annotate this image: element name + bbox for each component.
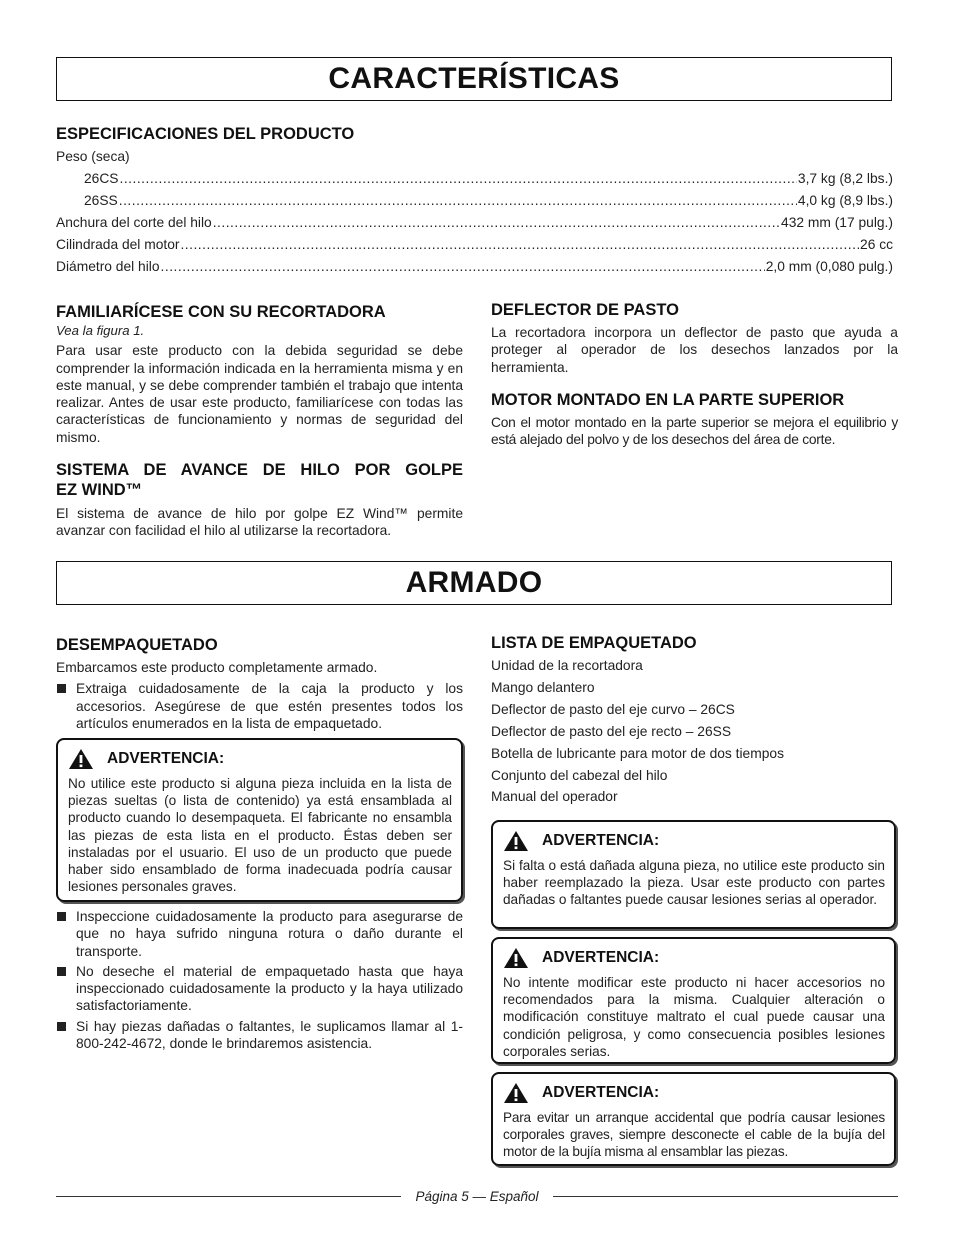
warning-title: ADVERTENCIA: [107,750,225,767]
warning-body: Si falta o está dañada alguna pieza, no utilice este producto sin haber reemplazado la pieza. Usar este producto con partes dañadas o faltantes puede causar lesiones serias al operador. [503,858,885,908]
list-item: Deflector de pasto del eje curvo – 26CS [491,701,735,717]
unpacking-heading: DESEMPAQUETADO [56,636,218,654]
spec-value: 4,0 kg (8,9 lbs.) [797,193,893,208]
specs-heading: ESPECIFICACIONES DEL PRODUCTO [56,125,355,143]
warning-box [491,1072,896,1166]
unpacking-section [56,635,463,735]
list-item: Mango delantero [491,679,595,695]
section-title: CARACTERÍSTICAS [328,62,620,95]
list-item: Deflector de pasto del eje recto – 26SS [491,723,732,739]
section-title: ARMADO [405,566,543,599]
weight-label: Peso (seca) [56,149,130,164]
unpacking-bullets-a [56,680,463,732]
spec-row [56,258,893,275]
list-item: Unidad de la recortadora [491,658,643,673]
deflector-section [491,300,898,376]
warning-box [491,820,896,929]
spec-row [56,214,893,231]
spec-label: 26SS [84,193,118,208]
spec-label: Cilindrada del motor [56,237,180,252]
spec-value: 3,7 kg (8,2 lbs.) [797,171,893,186]
familiarize-section [56,302,463,446]
spec-row [56,236,893,253]
spec-row [84,192,893,209]
figure-caption: Vea la figura 1. [56,323,145,338]
deflector-body: La recortadora incorpora un deflector de pasto que ayuda a proteger al operador de los desechos lanzados por la herramienta. [491,325,898,375]
packing-list [491,655,898,808]
bullet-item: Si hay piezas dañadas o faltantes, le suplicamos llamar al 1-800-242-4672, donde le brindaremos asistencia. [56,1018,463,1053]
warning-title: ADVERTENCIA: [542,949,660,966]
spec-label: Diámetro del hilo [56,259,160,274]
packing-list-section [491,633,898,808]
familiarize-heading: FAMILIARÍCESE CON SU RECORTADORA [56,303,386,321]
ezwind-section [56,460,463,540]
ezwind-heading-line2: EZ WIND™ [56,481,143,499]
warning-header [68,748,452,770]
warning-box [491,937,896,1064]
warning-body: No intente modificar este producto ni hacer accesorios no recomendados para la misma. Cualquier alteración o modificación constituye maltrato el cual puede causar una condición peligrosa, y como consecuencia posibles lesiones corporales serias. [503,975,885,1059]
page-footer [56,1186,898,1206]
spec-label: 26CS [84,171,119,186]
bullet-item: Extraiga cuidadosamente de la caja la producto y los accesorios. Asegúrese de que estén presentes todos los artículos enumerados en la lista de empaquetado. [56,680,463,732]
section-banner-armado [56,561,892,605]
unpacking-intro: Embarcamos este producto completamente armado. [56,660,378,675]
list-item: Manual del operador [491,789,618,805]
spec-value: 2,0 mm (0,080 pulg.) [765,259,893,274]
deflector-heading: DEFLECTOR DE PASTO [491,301,679,319]
unpacking-bullets-b-wrap [56,908,463,1055]
warning-triangle-icon [68,748,94,770]
motor-body: Con el motor montado en la parte superior se mejora el equilibrio y está alejado del polvo y de los desechos del área de corte. [491,415,898,448]
ezwind-body: El sistema de avance de hilo por golpe EZ Wind™ permite avanzar con facilidad el hilo al utilizarse la recortadora. [56,506,463,539]
motor-heading: MOTOR MONTADO EN LA PARTE SUPERIOR [491,391,845,409]
ezwind-heading-line1: SISTEMA DE AVANCE DE HILO POR GOLPE [56,461,463,479]
warning-title: ADVERTENCIA: [542,832,660,849]
warning-header [503,830,885,852]
warning-title: ADVERTENCIA: [542,1084,660,1101]
warning-triangle-icon [503,947,529,969]
warning-box [56,738,463,902]
motor-section [491,390,898,449]
warning-triangle-icon [503,830,529,852]
page-number: Página 5 — Español [415,1188,539,1204]
familiarize-body: Para usar este producto con la debida seguridad se debe comprender la información indicada en la herramienta misma y en este manual, y se debe comprender también el trabajo que intenta realizar. Antes de usar este producto, familiarícese con todas las características de funcionamiento y normas de seguridad del mismo. [56,343,463,445]
warning-header [503,1082,885,1104]
warning-triangle-icon [503,1082,529,1104]
spec-value: 26 cc [860,237,893,252]
warning-header [503,947,885,969]
packing-list-heading: LISTA DE EMPAQUETADO [491,634,697,652]
bullet-item: Inspeccione cuidadosamente la producto para asegurarse de que no haya sufrido ninguna rotura o daño durante el transporte. [56,908,463,960]
footer-rule-right [553,1196,898,1197]
spec-value: 432 mm (17 pulg.) [781,215,893,230]
unpacking-bullets-b [56,908,463,1052]
bullet-item: No deseche el material de empaquetado hasta que haya inspeccionado cuidadosamente la producto y la haya utilizado satisfactoriamente. [56,963,463,1015]
warning-body: Para evitar un arranque accidental que podría causar lesiones corporales graves, siempre desconecte el cable de la bujía del motor de la bujía misma al ensamblar las piezas. [503,1110,885,1160]
list-item: Botella de lubricante para motor de dos tiempos [491,745,784,761]
warning-body: No utilice este producto si alguna pieza incluida en la lista de piezas sueltas (o lista de contenido) ya está ensamblada al producto cuando lo desempaqueta. El fabricante no ensambla las piezas de esta lista en el producto. Éstas deben ser instaladas por el usuario. El uso de un producto que puede haber sido ensamblado de forma inadecuada podría causar lesiones personales graves. [68,776,452,895]
spec-label: Anchura del corte del hilo [56,215,212,230]
section-banner-caracteristicas [56,57,892,101]
footer-rule-left [56,1196,401,1197]
spec-row [84,170,893,187]
list-item: Conjunto del cabezal del hilo [491,767,668,783]
